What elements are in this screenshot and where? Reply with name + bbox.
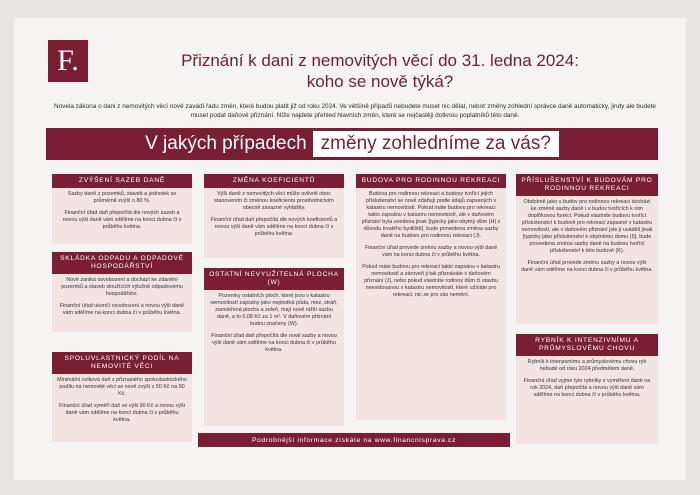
card-title: SKLÁDKA ODPADU A ODPADOVÉ HOSPODÁŘSTVÍ <box>52 252 192 274</box>
card-prislusenstvi <box>516 174 658 324</box>
footer-info-link[interactable]: Podrobnější informace získáte na www.financnisprava.cz <box>198 433 510 447</box>
card-title: SPOLUVLASTNICKÝ PODÍL NA NEMOVITÉ VĚCI <box>52 352 192 374</box>
card-text: Minimální celková daň z přiznaného spoluvlastnického podílu na nemovité věci se nově zvýší z 50 Kč na 90 Kč. <box>57 377 187 397</box>
card-body <box>204 188 344 246</box>
title-line-2: koho se nově týká? <box>306 72 454 91</box>
card-skladka-odpadu <box>52 252 192 332</box>
card-text: Obdobně jako u budov pro rodinnou rekreaci dochází ke změně sazby daně i u budov tvořících k nim doplňkovou funkci. Pokud vlastníte budovu tvořící příslušenství k budově pro rekreaci zapsané v katastru nemovitostí, ale v daňovém přiznání jste ji uváděli jinak [typicky jako příslušenství k obytnému domu (I)], bude provedena změna sazby daně na budovu tvořící příslušenství k této budově (K). <box>521 199 653 254</box>
card-title: ZVÝŠENÍ SAZEB DANĚ <box>52 174 192 188</box>
financni-sprava-logo: F. <box>48 40 88 82</box>
card-text: Rybník k intenzivnímu a průmyslovému chovu ryb nebude od roku 2024 předmětem daně. <box>527 359 647 372</box>
card-body <box>52 274 192 325</box>
card-text: Finanční úřad vyměří daň ve výši 90 Kč a novou výši daně vám sdělíme na konci dubna či v průběhu května. <box>59 403 185 423</box>
card-text: Finanční úřad ukončí osvobození a novou výši daně vám sdělíme na konci dubna či v průběhu května. <box>59 303 185 316</box>
card-body <box>516 196 658 282</box>
card-body <box>516 356 658 407</box>
intro-paragraph: Novela zákona o dani z nemovitých věcí nově zavádí řadu změn, které budou platit již od roku 2024. Ve většině případů nebudete muset nic dělat, neboť změny zohlední správce daně automaticky, jindy ale budete muset podat daňové přiznání. Níže najdete přehled hlavních změn, které se nejčastěji dotknou poplatníků této daně. <box>54 103 656 119</box>
card-zmena-koeficientu <box>204 174 344 258</box>
card-text: Finanční úřad vyjme tyto rybníky z vyměření daně na rok 2024, daň přepočítá a novou výši daně vám sdělíme na konci dubna či v průběhu května. <box>523 378 651 398</box>
card-title: BUDOVA PRO RODINNOU REKREACI <box>356 174 506 188</box>
card-text: Finanční úřad daň přepočítá dle nových sazeb a novou výši daně vám sdělíme na konci dubna či v průběhu května. <box>62 210 182 230</box>
card-text: Finanční úřad daň přepočítá dle nové sazby a novou výši daně vám sdělíme na konci dubna či v průběhu května. <box>211 333 337 353</box>
card-body <box>52 188 192 239</box>
section-banner <box>46 128 658 160</box>
card-text: Budova pro rodinnou rekreaci a budovy tvořící jejich příslušenství se nově zdaňují podle údajů zapsaných v katastru nemovitostí. Pokud máte budovu pro rekreaci takto zapsánu v katastru nemovitostí, ale v daňovém přiznání byla uvedena jinak [typicky jako obytný dům (H) z důvodu trvalého bydliště], bude provedena změna sazby daně na budovu pro rodinnou rekreaci (J). <box>361 191 501 239</box>
card-text: Pokud máte budovu pro rekreaci takto zapsánu v katastru nemovitostí a zároveň ji tak přiznáváte v daňovém přiznání (J), nebo pokud vlastníte rodinný dům či stavbu neevidovanou v katastru nemovitostí, které užíváte pro rekreaci, nic se pro vás nemění. <box>362 264 500 298</box>
card-rybnik <box>516 334 658 444</box>
card-body <box>356 188 506 307</box>
card-text: Finanční úřad provede změnu sazby a novou výši daně vám sdělíme na konci dubna či v průběhu května. <box>521 260 653 273</box>
banner-text-part2: změny zohledníme za vás? <box>313 131 559 157</box>
card-text: Finanční úřad daň přepočítá dle nových koeficientů a novou výši daně vám sdělíme na konci dubna či v průběhu května. <box>210 217 338 237</box>
card-zvyseni-sazeb <box>52 174 192 244</box>
card-ostatni-plocha <box>204 268 344 426</box>
card-text: Finanční úřad provede změnu sazby a novou výši daně vám na konci dubna či v průběhu května. <box>364 245 498 258</box>
card-spoluvlastnicky-podil <box>52 352 192 442</box>
card-body <box>52 374 192 432</box>
card-text: Výši daně z nemovitých věcí může ovlivnit obec stanovením či změnou koeficientu prostřednictvím obecně závazné vyhlášky. <box>214 191 334 211</box>
banner-text-part1: V jakých případech <box>145 133 307 154</box>
card-text: Nově zaniká osvobození a dochází ke zdanění pozemků a staveb sloužících výlučně odpadovému hospodářství. <box>61 277 183 297</box>
card-budova-rodinna-rekreace <box>356 174 506 420</box>
card-title: OSTATNÍ NEVYUŽITELNÁ PLOCHA (W) <box>204 268 344 290</box>
card-text: Pozemky ostatních ploch, které jsou v katastru nemovitostí zapsány jako neplodná půda, mez, stráň, zamokřená plocha a zeleň, mají nově nižší sazbu daně, a to 0,08 Kč za 1 m². V daňovém přiznání budou značeny (W). <box>210 293 338 327</box>
card-title: PŘÍSLUŠENSTVÍ K BUDOVÁM PRO RODINNOU REKREACI <box>516 174 658 196</box>
card-title: RYBNÍK K INTENZIVNÍMU A PRŮMYSLOVÉMU CHOVU <box>516 334 658 356</box>
card-body <box>204 290 344 362</box>
page-title <box>110 50 650 92</box>
title-line-1: Přiznání k dani z nemovitých věcí do 31. ledna 2024: <box>181 51 579 70</box>
card-text: Sazby daně z pozemků, staveb a jednotek se průměrně zvýší o 80 %. <box>67 191 177 204</box>
card-title: ZMĚNA KOEFICIENTŮ <box>204 174 344 188</box>
